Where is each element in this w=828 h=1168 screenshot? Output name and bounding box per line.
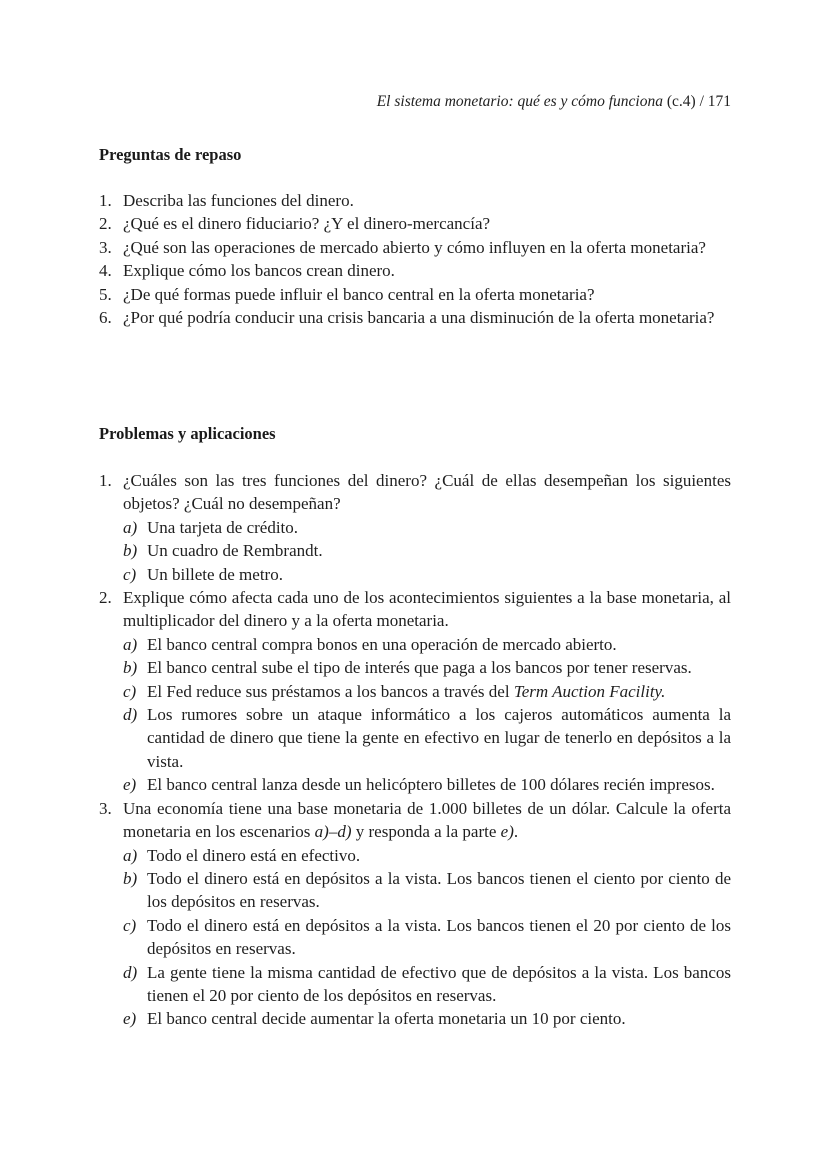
sub-label: a) [123, 517, 138, 537]
item-number: 3. [99, 237, 112, 257]
sub-text: Todo el dinero está en depósitos a la vista. Los bancos tienen el 20 por ciento de los depósitos en reservas. [147, 915, 731, 959]
sub-label: d) [123, 962, 138, 982]
sub-item [123, 516, 731, 539]
dash: – [328, 822, 338, 842]
item-number: 1. [99, 471, 112, 490]
sub-text: Una tarjeta de crédito. [147, 517, 299, 537]
sub-label: c) [123, 564, 137, 584]
item-text: ¿De qué formas puede influir el banco central en la oferta monetaria? [123, 284, 595, 304]
review-question [99, 189, 731, 212]
sub-item [123, 773, 731, 796]
problems-list [99, 469, 731, 1031]
sub-item [123, 914, 731, 961]
sub-label: b) [123, 658, 138, 678]
sub-item [123, 844, 731, 867]
chapter-ref: (c.4) [662, 93, 696, 110]
sub-label: d) [123, 705, 138, 725]
item-text: ¿Por qué podría conducir una crisis bancaria a una disminución de la oferta monetaria? [123, 308, 715, 328]
item-text: Explique cómo afecta cada uno de los acontecimientos siguientes a la base monetaria, al multiplicador del dinero y a la oferta monetaria. [123, 588, 731, 631]
sub-text: El banco central lanza desde un helicóptero billetes de 100 dólares recién impresos. [147, 775, 715, 795]
sub-text: Todo el dinero está en depósitos a la vista. Los bancos tienen el ciento por ciento de los depósitos en reservas. [147, 868, 731, 912]
term-auction-facility: Term Auction Facility. [513, 681, 666, 701]
sub-text: Los rumores sobre un ataque informático a los cajeros automáticos aumenta la cantidad de dinero que tiene la gente en efectivo en lugar de tenerlo en depósitos a la vista. [147, 705, 731, 771]
item-number: 3. [99, 798, 112, 818]
sub-item [123, 961, 731, 1008]
sub-label: c) [123, 915, 137, 935]
item-number: 5. [99, 284, 112, 304]
sub-item [123, 1007, 731, 1030]
sub-label: b) [123, 541, 138, 561]
item-number: 4. [99, 261, 112, 281]
sub-text: El banco central sube el tipo de interés que paga a los bancos por tener reservas. [147, 658, 692, 678]
sub-item [123, 680, 731, 703]
sub-text: El banco central compra bonos en una operación de mercado abierto. [147, 634, 617, 654]
problem [99, 797, 731, 1031]
item-number: 2. [99, 214, 112, 234]
separator: / [695, 93, 708, 110]
page-number: 171 [707, 93, 731, 110]
sub-item [123, 563, 731, 586]
ref-a: a) [314, 822, 329, 842]
review-question [99, 212, 731, 235]
item-text: y responda a la parte [351, 822, 501, 842]
sub-label: a) [123, 634, 138, 654]
item-text: . [513, 822, 519, 842]
item-text: ¿Qué son las operaciones de mercado abierto y cómo influyen en la oferta monetaria? [123, 237, 706, 257]
item-number: 6. [99, 308, 112, 328]
running-title: El sistema monetario: qué es y cómo funciona [376, 93, 663, 110]
review-section-title: Preguntas de repaso [99, 145, 242, 164]
item-text: Describa las funciones del dinero. [123, 191, 354, 210]
problems-section-title: Problemas y aplicaciones [99, 424, 276, 443]
sub-item [123, 539, 731, 562]
review-question [99, 306, 731, 329]
item-text: Una economía tiene una base monetaria de 1.000 billetes de un dólar. Calcule la oferta monetaria en los escenarios [123, 798, 731, 842]
review-question [99, 259, 731, 282]
sub-label: c) [123, 681, 137, 701]
sub-text: El Fed reduce sus préstamos a los bancos a través del [147, 681, 514, 701]
review-question [99, 236, 731, 259]
ref-e: e) [500, 822, 514, 842]
sub-label: e) [123, 1009, 137, 1029]
item-number: 1. [99, 191, 112, 210]
sub-text: La gente tiene la misma cantidad de efectivo que de depósitos a la vista. Los bancos tienen el 20 por ciento de los depósitos en reservas. [147, 962, 731, 1005]
sub-label: a) [123, 845, 138, 865]
sub-item [123, 633, 731, 656]
sub-text: Todo el dinero está en efectivo. [147, 845, 361, 865]
item-text: Explique cómo los bancos crean dinero. [123, 261, 395, 281]
ref-d: d) [337, 822, 352, 842]
item-text: ¿Qué es el dinero fiduciario? ¿Y el dinero-mercancía? [123, 214, 491, 234]
sub-item [123, 867, 731, 914]
sub-item [123, 703, 731, 773]
sub-text: Un cuadro de Rembrandt. [147, 541, 323, 561]
problem [99, 469, 731, 586]
sub-item [123, 656, 731, 679]
problem [99, 586, 731, 797]
review-question [99, 283, 731, 306]
sub-text: El banco central decide aumentar la oferta monetaria un 10 por ciento. [147, 1009, 626, 1029]
item-number: 2. [99, 588, 112, 608]
sub-label: e) [123, 775, 137, 795]
sub-text: Un billete de metro. [147, 564, 283, 584]
review-questions-list [99, 189, 731, 329]
sub-label: b) [123, 868, 138, 888]
running-header [377, 93, 731, 111]
item-text: ¿Cuáles son las tres funciones del dinero? ¿Cuál de ellas desempeñan los siguientes objetos? ¿Cuál no desempeñan? [123, 471, 731, 514]
